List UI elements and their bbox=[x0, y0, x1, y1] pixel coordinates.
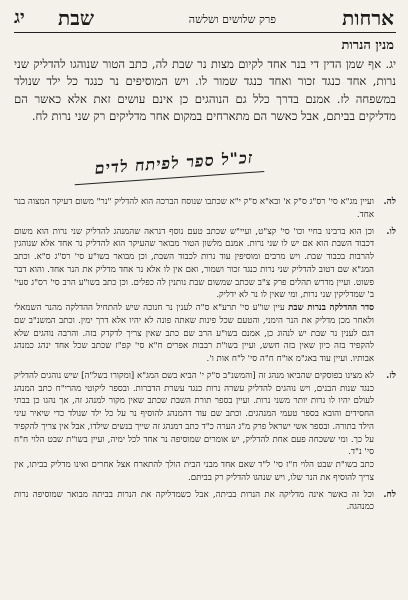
running-header bbox=[14, 6, 396, 33]
footnote-number: לו. bbox=[386, 226, 396, 237]
footnote-number: לה. bbox=[383, 197, 396, 207]
footnote bbox=[14, 226, 396, 366]
footnotes bbox=[14, 196, 396, 594]
chapter-title: פרק שלושים ושלשה bbox=[188, 13, 276, 26]
main-paragraph: יג. אף שמן הדין די בנר אחד לקיום מצות נר שבת לה, כתב הטור שנוהגו להדליק שני נרות, אחד כנגד זכור ואחד כנגד שמור לו. ויש המוסיפים נר כנגד כל ילד שנולד במשפחה לז. אמנם בדרך כלל גם הנוהגים כן אינם עושים זאת אלא כאשר הם מדליקים בביתם, אבל כאשר הם מתארחים במקום אחר מדליקים רק שני נרות לח. bbox=[14, 57, 396, 124]
footnote-number: לז. bbox=[386, 370, 396, 381]
library-stamp bbox=[73, 148, 255, 194]
footnote-text: וכן הוא ברבינו בחיי וכו' סי' קצ"ט, ועיי"ש שכתב טעם נוסף דנראה שהמנהג להדליק שני נרות הוא משום דכבוד השבת הוא אם יש לו שני נרות. אמנם מלשון הטור מבואר שהעיקר הוא להדליק נר אחד אלא שנוהגין להרבות בכבוד שבת. ויש מרבים ומוסיפין עוד נרות לכבוד השבת, וכן מבואר בשו"ע סי' רס"ג ס"א. וכתב המג"א שם דטוב להדליק שני נרות כנגד זכור ושמור, ואם אין לו אלא נר אחד מדליק את הנר אחד. והוא דבר פשוט. ועיין מדרש תהלים פרק צ"ב שכתב שמשום שבת נותנין לה כפלים. וכן כתב בשו"ע הרב סי' רס"ג סעי' ב' שמדליקין שני נרות, ומי שאין לו נר לא ידליק. bbox=[14, 226, 374, 301]
footnote-extra-text: כתב בשו"ת שבט הלוי ח"ז סי' ל"ד שאם אחד מבני הבית הולך להתארח אצל אחרים ואינו מדליק בביתו, אין צריך להוסיף את הנר שלו, ויש שנהגו להדליק רק בביתם. bbox=[14, 460, 374, 483]
footnote-text: ועיין מג"א סי' רס"ג ס"ק א' ובא"א ס"ק י"א שכתבו שנוסח הברכה הוא להדליק "נר" משום דעיקר המצוה בנר אחד. bbox=[14, 197, 374, 220]
footnote-text: וכל זה כאשר אינה מדליקה את הנרות בביתה, אבל כשמדליקה את הנרות בביתה מבואר שמוסיפה נרות כמנהגה. bbox=[14, 489, 374, 513]
page-number: יג bbox=[14, 7, 25, 28]
footnote bbox=[14, 196, 396, 222]
footnote-number: לח. bbox=[383, 489, 396, 500]
footnote-subheading: סדר ההדלקה בנרות שבת bbox=[288, 303, 374, 313]
footnote-subtext: עיין שו"ע סי' תרע"א ס"ה לענין נר חנוכה שיש להתחיל ההדלקה מהנר השמאלי ולאחר מכן מדליק את הנר הימני, והטעם שכל פינות שאתה פונה לא יהיו אלא דרך ימין. וכתב המשנ"ב שם דגם לענין נר שבת יש לנהוג כן, אמנם בשו"ע הרב שם כתב שאין צריך לדקדק בזה. והרבה נוהגים שלא להקפיד בזה כיון שאין בזה חשש, ועיין בשו"ת רבבות אפרים ח"א סי' קפ"ז שכתב שכל אחד ינהג כמנהג אבותיו. ועיין עוד באג"מ או"ח ח"ה סי' ל"ח אות ו'. bbox=[14, 303, 374, 364]
section-heading: מנין הנרות bbox=[341, 38, 394, 53]
section-title: שבת bbox=[58, 6, 94, 30]
footnote bbox=[14, 489, 396, 515]
footnote-text: לא מצינו בפוסקים שהביאו מנהג זה [והמשנ"ב ס"ק י' הביא בשם המג"א [ומקורו בשל"ה] שיש נוהגים להדליק כנגד שנות הבנים, ויש נוהגים להדליק עשרה נרות כנגד עשרת הדברות. ובספר ליקוטי מהרי"ח כתב המנהג לעולם יהיו לו נרות יותר משני נרות. ועיין בספר תורת השבת שכתב שאין מקור למנהג זה, אך נהגו כן בבתי החסידים והובא בספר טעמי המנהגים. וכתב שם עוד דהמנהג להוסיף נר על כל ילד שנולד כדי שיאיר עיני הילד בתורה. ובספר אשי ישראל פרק מ"ג הערה כ"ד כתב דמנהג זה שייך בנשים שילדו, אבל אין צריך להקפיד על כך. ומי ששכחה פעם אחת להדליק, יש אומרים שמוסיפה נר אחד לכל ימיה, ועיין בשו"ת שבט הלוי ח"ח סי' נ"ד. bbox=[14, 370, 374, 458]
document-page bbox=[14, 6, 396, 594]
stamp-text: זכ"ל ספר לפיתח לדים bbox=[93, 147, 254, 178]
footnote bbox=[14, 370, 396, 485]
book-title: ארחות bbox=[342, 6, 394, 30]
